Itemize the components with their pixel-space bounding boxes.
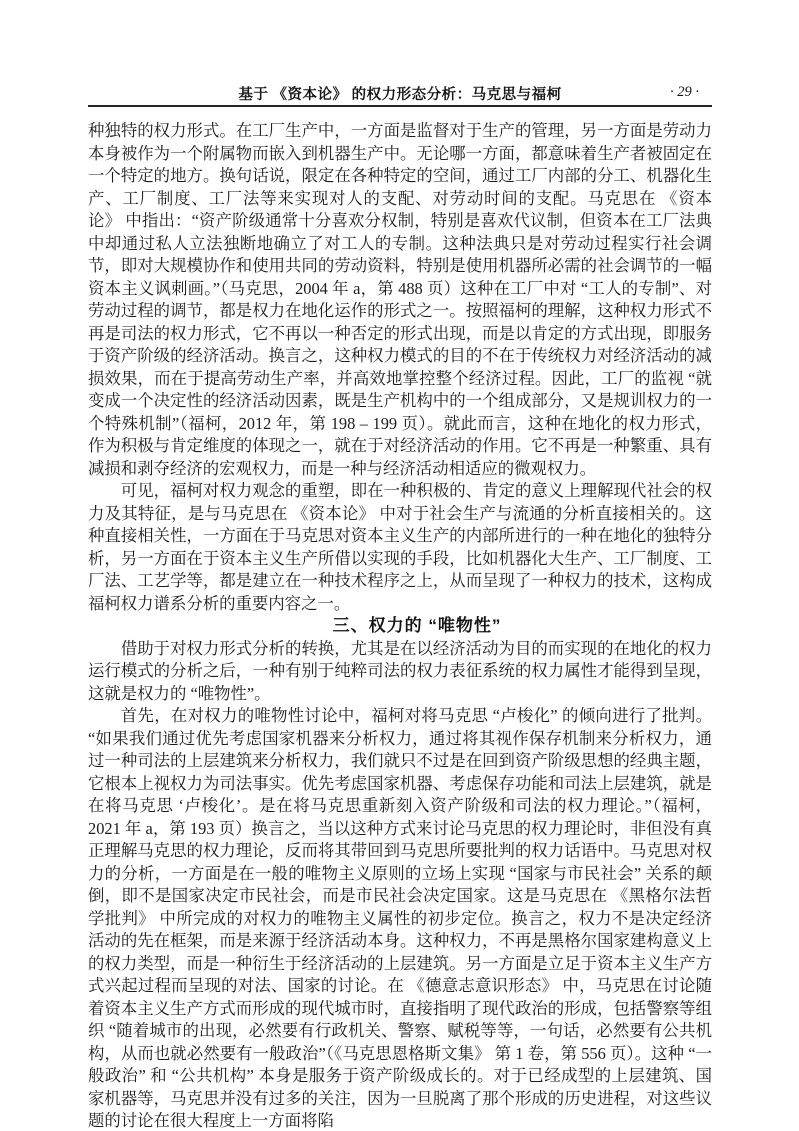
paragraph: 首先，在对权力的唯物性讨论中，福柯对将马克思 “卢梭化” 的倾向进行了批判。“如果我们通过优先考虑国家机器来分析权力，通过将其视作保存机制来分析权力，通过一种司法的上层建筑来分析权力，我们就只不过是在回到资产阶级思想的经典主题，它根本上视权力为司法事实。优先考虑国家机器、考虑保存功能和司法上层建筑，就是在将马克思 ‘卢梭化’。是在将马克思重新刻入资产阶级和司法的权力理论。”（福柯，2021 年 a，第 193 页）换言之，当以这种方式来讨论马克思的权力理论时，非但没有真正理解马克思的权力理论，反而将其带回到马克思所要批判的权力话语中。马克思对权力的分析，一方面是在一般的唯物主义原则的立场上实现 “国家与市民社会” 关系的颠倒，即不是国家决定市民社会，而是市民社会决定国家。这是马克思在 《黑格尔法哲学批判》 中所完成的对权力的唯物主义属性的初步定位。换言之，权力不是决定经济活动的先在框架，而是来源于经济活动本身。这种权力，不再是黑格尔国家建构意义上的权力类型，而是一种衍生于经济活动的上层建筑。另一方面是立足于资本主义生产方式兴起过程而呈现的对法、国家的讨论。在 《德意志意识形态》 中，马克思在讨论随着资本主义生产方式而形成的现代城市时，直接指明了现代政治的形成，包括警察等组织 “随着城市的出现，必然要有行政机关、警察、赋税等等，一句话，必然要有公共机构，从而也就必然要有一般政治”（《马克思恩格斯文集》 第 1 卷，第 556 页）。这种 “一般政治” 和 “公共机构” 本身是服务于资产阶级成长的。对于已经成型的上层建筑、国家机器等，马克思并没有过多的关注，因为一旦脱离了那个形成的历史进程，对这些议题的讨论在很大程度上一方面将陷: [88, 706, 712, 1130]
page-number: · 29 ·: [670, 84, 699, 100]
article-body: [88, 120, 712, 1131]
running-head-title: 基于 《资本论》 的权力形态分析：马克思与福柯: [238, 87, 562, 103]
paragraph-continued: 种独特的权力形式。在工厂生产中，一方面是监督对于生产的管理，另一方面是劳动力本身被作为一个附属物而嵌入到机器生产中。无论哪一方面，都意味着生产者被固定在一个特定的地方。换句话说，限定在各种特定的空间，通过工厂内部的分工、机器化生产、工厂制度、工厂法等来实现对人的支配、对劳动时间的支配。马克思在 《资本论》 中指出：“资产阶级通常十分喜欢分权制，特别是喜欢代议制，但资本在工厂法典中却通过私人立法独断地确立了对工人的专制。这种法典只是对劳动过程实行社会调节，即对大规模协作和使用共同的劳动资料，特别是使用机器所必需的社会调节的一幅资本主义讽刺画。”（马克思，2004 年 a，第 488 页）这种在工厂中对 “工人的专制”、对劳动过程的调节，都是权力在地化运作的形式之一。按照福柯的理解，这种权力形式不再是司法的权力形式，它不再以一种否定的形式出现，而是以肯定的方式出现，即服务于资产阶级的经济活动。换言之，这种权力模式的目的不在于传统权力对经济活动的减损效果，而在于提高劳动生产率，并高效地掌控整个经济过程。因此，工厂的监视 “就变成一个决定性的经济活动因素，既是生产机构中的一个组成部分，又是规训权力的一个特殊机制”（福柯，2012 年，第 198 – 199 页）。就此而言，这种在地化的权力形式，作为积极与肯定维度的体现之一，就在于对经济活动的作用。它不再是一种繁重、具有减损和剥夺经济的宏观权力，而是一种与经济活动相适应的微观权力。: [88, 121, 712, 478]
paragraph: 借助于对权力形式分析的转换，尤其是在以经济活动为目的而实现的在地化的权力运行模式的分析之后，一种有别于纯粹司法的权力表征系统的权力属性才能得到呈现，这就是权力的 “唯物性”。: [88, 638, 712, 703]
section-heading: 三、权力的 “唯物性”: [332, 616, 502, 635]
header-rule-divider: [88, 105, 712, 107]
paragraph: 可见，福柯对权力观念的重塑，即在一种积极的、肯定的意义上理解现代社会的权力及其特征，是与马克思在 《资本论》 中对于社会生产与流通的分析直接相关的。这种直接相关性，一方面在于马克思对资本主义生产的内部所进行的一种在地化的独特分析，另一方面在于资本主义生产所借以实现的手段，比如机器化大生产、工厂制度、工厂法、工艺学等，都是建立在一种技术程序之上，从而呈现了一种权力的技术，这构成福柯权力谱系分析的重要内容之一。: [88, 481, 712, 613]
